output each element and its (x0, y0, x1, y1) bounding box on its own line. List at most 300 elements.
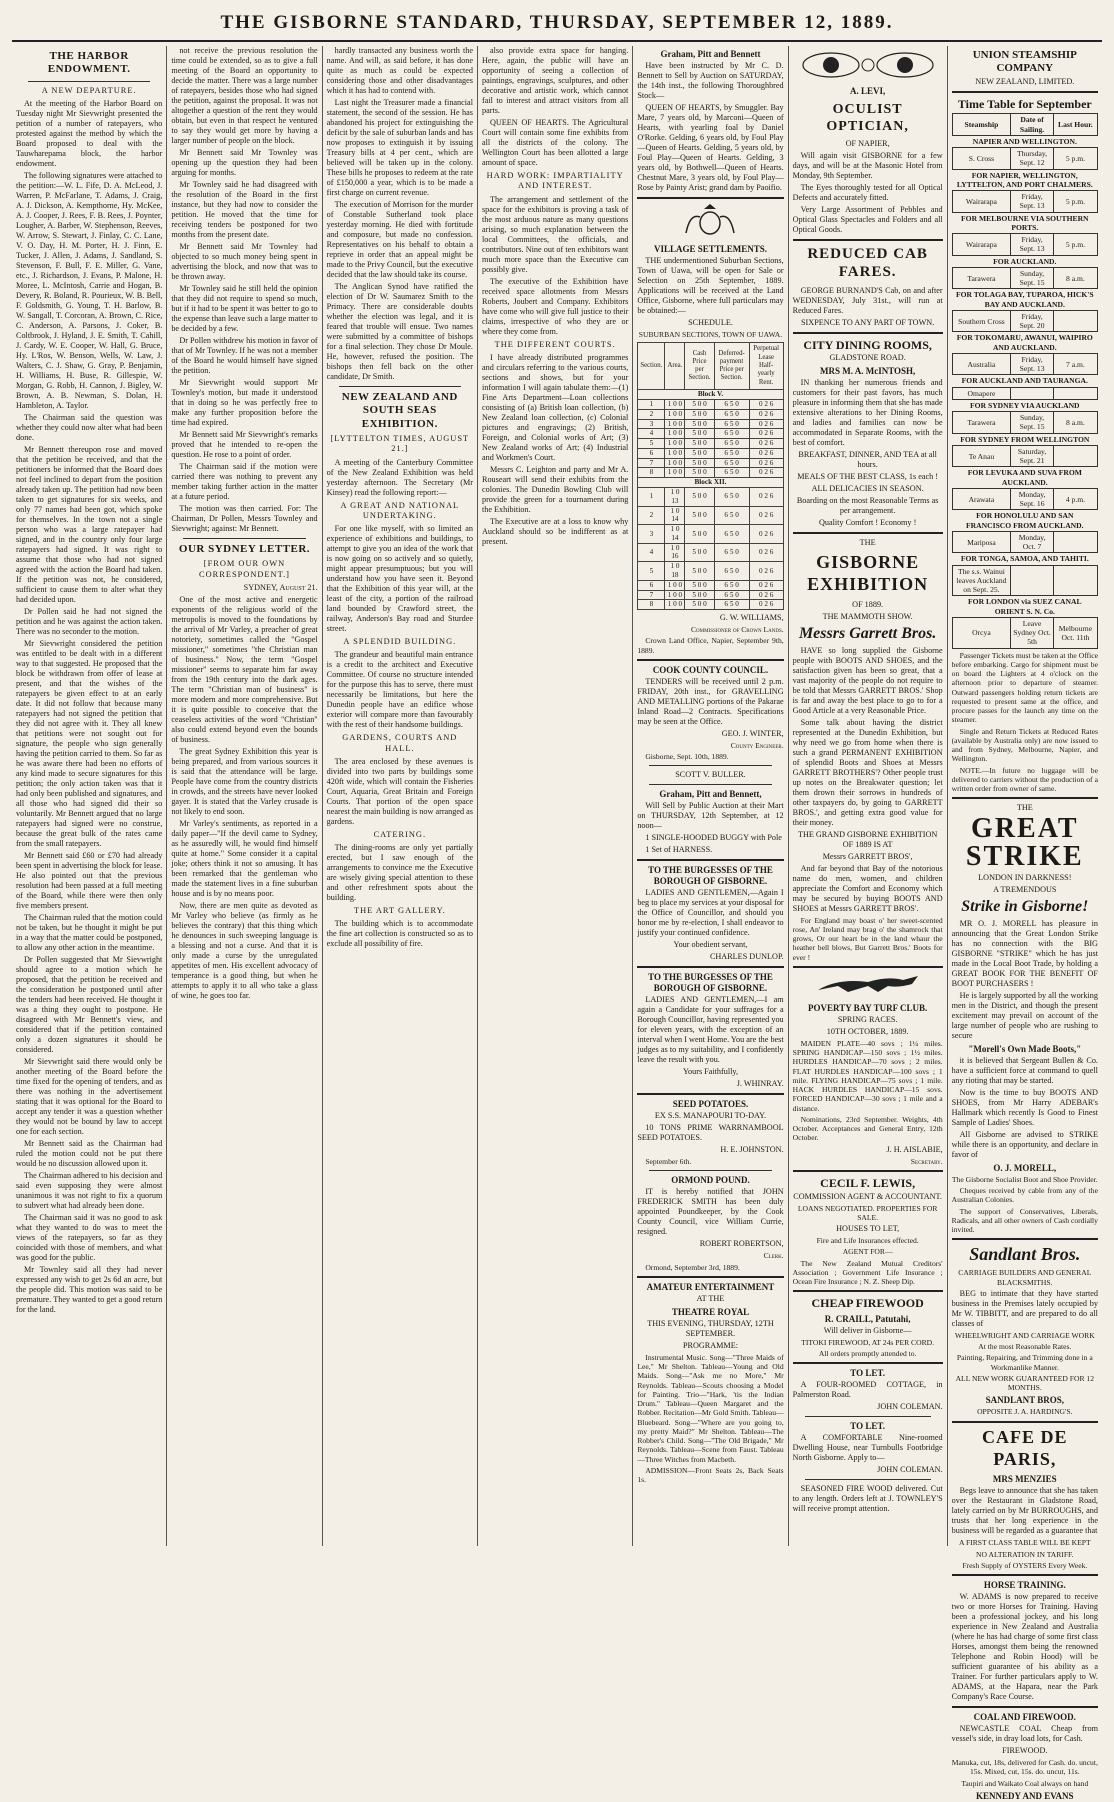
ad-date: Ormond, September 3rd, 1889. (645, 1262, 740, 1272)
route-label: FOR TONGA, SAMOA, AND TAHITI. (952, 553, 1097, 565)
burgesses-title: TO THE BURGESSES OF THE BOROUGH OF GISBORNE. (648, 865, 773, 887)
ad-text: IN thanking her numerous friends and customers for their past favors, has much pleasure in informing them that she has made extensive alterations to her Dining Rooms, and ladies and families can now be accommodated in Separate Rooms, with the best of comfort. (792, 378, 943, 448)
table-cell: Tarawera (952, 267, 1011, 289)
article-paragraph: The dining-rooms are only yet partially erected, but I saw enough of the arrangements to convince me the Executive are wisely giving special attention to these and other refreshment spots about the building. (326, 843, 473, 903)
ad-text: Will deliver in Gisborne— (823, 1325, 912, 1335)
column-6 (789, 46, 948, 1546)
ormond-title: ORMOND POUND. (671, 1175, 750, 1186)
signature: JOHN COLEMAN. (877, 1402, 943, 1412)
column-1 (12, 46, 167, 1546)
ad-poem: For England may boast o' her sweet-scented rose, An' Ireland may brag o' the shamrock that grows, Or our heart be in the land whaur the heather bell blows, But Garrett Bros.' Boots for ever ! (792, 915, 943, 962)
article-paragraph: Now, there are men quite as devoted as Mr Varley who believe (as firmly as he believes the contrary) that this thing which he denounces in such sweeping language is a blessing and not a curse. And that it is only made a curse by the unregulated appetites of men. His excellent advocacy of temperance is a good thing, but when he attempts to apply it to all who take a glass of wine, he goes too far. (171, 900, 318, 1000)
table-cell: 0 2 6 (749, 458, 783, 468)
table-cell (1053, 531, 1097, 553)
table-header: Section. (638, 343, 665, 390)
table-row (638, 419, 783, 429)
cafe-owner: MRS MENZIES (992, 1474, 1057, 1485)
table-cell: Te Anau (952, 445, 1011, 467)
ad-text: All Gisborne are advised to STRIKE while there is an opportunity, and declare in favor of (951, 1129, 1098, 1159)
ad-text: AGENT FOR— (842, 1247, 893, 1257)
table-cell: 0 2 6 (749, 429, 783, 439)
theatre-name: THEATRE ROYAL (671, 1306, 750, 1317)
table-cell: 5 0 0 (685, 409, 714, 419)
exhibition-article-subtitle: [LYTTELTON TIMES, AUGUST 21.] (330, 434, 470, 454)
exhibition-title: GISBORNE EXHIBITION (807, 552, 929, 595)
article-paragraph: Mr Bennett said £60 or £70 had already been spent in advertising the block for lease. He also pointed out that the previous resolution had been passed at a full meeting of the Board, while there were then only five members present. (16, 851, 163, 911)
article-paragraph: Mr Bennett said Mr Townley was opening up the question they had been arguing for months. (171, 148, 318, 177)
ad-text: OPPOSITE J. A. HARDING'S. (977, 1407, 1073, 1417)
tolet-title: TO LET. (850, 1421, 885, 1432)
ad-text: BREAKFAST, DINNER, AND TEA at all hours. (798, 450, 937, 470)
table-cell: 7 (638, 458, 665, 468)
section-heading: THE ART GALLERY. (353, 906, 446, 916)
ad-text: OF 1889. (852, 600, 884, 610)
table-cell: 3 (638, 419, 665, 429)
table-cell: 5 p.m. (1053, 234, 1097, 256)
route-label: FOR LONDON via SUEZ CANAL ORIENT S. N. Co. (952, 596, 1097, 618)
table-row (638, 399, 783, 409)
programme-heading: PROGRAMME: (682, 1340, 738, 1350)
route-label: FOR LEVUKA AND SUVA FROM AUCKLAND. (952, 467, 1097, 489)
levi-name: A. LEVI, (850, 86, 886, 96)
ad-text: MEALS OF THE BEST CLASS, 1s each ! (797, 472, 938, 482)
table-header: Cash Price per Section. (685, 343, 714, 390)
table-cell (1011, 387, 1054, 399)
table-cell: 5 0 0 (685, 458, 714, 468)
turf-title: POVERTY BAY TURF CLUB. (808, 1002, 928, 1013)
table-cell: 5 0 0 (685, 448, 714, 458)
table-cell: 7 (638, 590, 665, 600)
ad-date: Crown Land Office, Napier, September 9th, 1889. (637, 636, 784, 655)
article-paragraph: Mr Townley said all they had never expressed any wish to get 2s 6d an acre, but the people did. This motion was said to be premature. They wanted to get a good return for the land. (16, 1265, 163, 1315)
ad-date: September 6th. (645, 1157, 692, 1167)
table-cell: Sunday, Sept. 15 (1011, 267, 1054, 289)
table-cell: 5 0 0 (685, 399, 714, 409)
table-cell: 0 2 6 (749, 409, 783, 419)
admission-text: ADMISSION—Front Seats 2s, Back Seats 1s. (637, 1465, 784, 1485)
article-paragraph: Dr Pollen suggested that Mr Sievwright should agree to a motion which he proposed, that the petition be received and the consideration be postponed until after the tenders had been received. He thought it was a thing they ought to postpone. He disagreed with Mr Bennett's view, and considered that if the petition contained only a dozen signatures it should be considered. (16, 955, 163, 1055)
table-cell: Southern Cross (952, 310, 1011, 332)
ad-text: The Eyes thoroughly tested for all Optical Defects and accurately fitted. (792, 183, 943, 203)
signature: GEO. J. WINTER, (721, 728, 784, 738)
ad-text: SIXPENCE TO ANY PART OF TOWN. (801, 317, 935, 327)
section-heading: A SPLENDID BUILDING. (343, 637, 457, 647)
ad-text: LOANS NEGOTIATED. PROPERTIES FOR SALE. (797, 1203, 938, 1222)
table-cell (1053, 565, 1097, 596)
article-paragraph: The building which is to accommodate the fine art collection is constructed so as to exclude all possibility of fire. (326, 919, 473, 949)
route-row (952, 289, 1097, 311)
table-cell: Saturday, Sept. 21 (1011, 445, 1054, 467)
article-paragraph: Mr Bennett thereupon rose and moved that the petition be received, and that the petitioners be informed that the Board does not feel inclined to depart from the position already taken up. The petition had now been taken to get signatures for six weeks, and only 77 names had been got, which spoke for themselves. In the town not a single person who was a large ratepayer had signed, and in the country only four large ratepayers had signed. It was right to assume that those who had not signed agreed with the action the Board had taken. If the petition was not, he considered, sufficient to cause them to alter what they had decided upon. (16, 445, 163, 605)
table-cell: 6 5 0 (714, 506, 749, 525)
table-cell: Monday, Sept. 16 (1011, 488, 1054, 510)
ad-text: THE GRAND GISBORNE EXHIBITION OF 1889 IS AT (797, 829, 938, 849)
table-row (638, 600, 783, 610)
table-cell: 1 0 0 (665, 458, 685, 468)
ad-text: SPRING RACES. (837, 1014, 898, 1024)
table-cell: 0 2 6 (749, 448, 783, 458)
ad-text: TITOKI FIREWOOD, AT 24s PER CORD. (801, 1337, 935, 1347)
table-cell: 5 0 0 (685, 439, 714, 449)
sydney-letter-title: OUR SYDNEY LETTER. (178, 543, 311, 555)
article-paragraph: Dr Pollen withdrew his motion in favor of that of Mr Townley. If he was not a member of the Board he would himself have signed the petition. (171, 336, 318, 375)
block-label: Block V. (638, 390, 783, 400)
table-cell: Friday, Sept. 20 (1011, 310, 1054, 332)
table-row (952, 617, 1097, 648)
timetable-title: Time Table for September (957, 96, 1092, 111)
ad-item: 1 SINGLE-HOODED BUGGY with Pole (645, 833, 782, 843)
article-paragraph: The following signatures were attached to the petition:—W. L. Fife, D. A. McLeod, J. Warren, P. McFarlane, T. Adams, J. Craig, A. J. Dickson, A. Kempthorne, Hy. McKee, A. J. Cooper, J. Rees, F. B. Rees, J. Poynter, Lougher, A. Barber, W. Stephenson, Reeves, W. Arrow, S. Stewart, J. Finlay, C. C. Lane, V. O. Day, H. M. Porter, H. J. Finn, E. Tucker, J. Allen, J. Adams, J. Sandland, S. Stevenson, F. Bull, F. E. Miller, G. Vane, etc., J. Richardson, J. Evans, P. Malone, H. Moree, L. McIntosh, Carrie and Hogan, B. Devery, R. Boland, R. Pourieux, W. B. Bell, F. Goldsmith, G. Young, T. H. Barlow, B. W. Sangall, T. Corcoran, A. Brown, C. Rice, C. Anderson, A. Parsons, J. Coker, B. Coltbrook, J. Hyland, J. E. Smith, T. Cahill, J. Cardy, W. E. Cooper, W. Hall, G. Bruce, Hy. L'Ros, W. Benson, Wells, W. Law, J. Walters, C. J. Shaw, G. Gray, P. Benjamin, H. Williams, H. Buse, R. Gillespie, W. Morgan, G. Robb, H. Cannon, J. Bigley, W. Brown, A. B. Newman, S. Dolan, H. Hambleton, A. Taylor. (16, 171, 163, 411)
route-label: FOR SYDNEY FROM WELLINGTON (952, 433, 1097, 445)
table-cell (1053, 387, 1097, 399)
schedule-heading: SCHEDULE. (688, 317, 733, 327)
table-header: Date of Sailing. (1011, 114, 1054, 136)
table-cell: 5 0 0 (685, 580, 714, 590)
sydney-letter-subtitle: [FROM OUR OWN CORRESPONDENT.] (199, 559, 290, 579)
table-cell: Thursday, Sept. 12 (1011, 148, 1054, 170)
column-5 (633, 46, 788, 1546)
table-row (952, 310, 1097, 332)
morell-slogan: "Morell's Own Made Boots," (968, 1043, 1082, 1054)
article-paragraph: The arrangement and settlement of the space for the exhibitors is proving a task of the most arduous nature as many questions arising, so much explanation between the local Committees, the officials, and contributors. Nine out of ten exhibitors want much more space than the Executive can possibly give. (481, 194, 629, 274)
table-cell: 6 5 0 (714, 399, 749, 409)
table-cell: 0 2 6 (749, 580, 783, 590)
route-row (952, 375, 1097, 387)
signature-role: Secretary. (910, 1156, 943, 1166)
article-paragraph: also provide extra space for hanging. Here, again, the public will have an opportunity of seeing a collection of paintings, engravings, sculptures, and other decorative and artistic work, which cannot fail to interest and attract visitors from all parts. (481, 46, 629, 115)
spectacles-icon (793, 50, 943, 83)
sydney-letter-date: SYDNEY, August 21. (243, 582, 318, 592)
table-cell: 0 2 6 (749, 562, 783, 581)
table-row (638, 409, 783, 419)
article-paragraph: The great Sydney Exhibition this year is being prepared, and from various sources it is said that the attendance will be large. People have come from the country districts in crowds, and the streets have never looked gayer. It is stated that the Varley crusade is not likely to end soon. (171, 746, 318, 816)
article-paragraph: Mr Varley's sentiments, as reported in a daily paper—"If the devil came to Sydney, as he assuredly will, he would find himself quite at home." Some consider it a capital joke; others think it not so amusing. It has been remarked that the gentleman who made the statement lives in a fine suburban house and is by no means poor. (171, 818, 318, 898)
section-heading: A GREAT AND NATIONAL UNDERTAKING. (340, 500, 460, 520)
council-title: COOK COUNTY COUNCIL. (652, 664, 769, 675)
article-paragraph: The execution of Morrison for the murder of Constable Sutherland took place yesterday morning. He died with fortitude and composure, but made no confession. Representatives on his behalf to obtain a reprieve in order that an appeal might be made to the Privy Council, but the executive decided that the law should take its course. (326, 200, 473, 279)
table-cell: 6 5 0 (714, 562, 749, 581)
table-row (952, 267, 1097, 289)
table-cell (1053, 310, 1097, 332)
ad-text: Painting, Repairing, and Trimming done in a Workmanlike Manner. (956, 1353, 1093, 1372)
route-row (952, 467, 1097, 489)
table-row (638, 458, 783, 468)
levi-title: OCULIST OPTICIAN, (826, 101, 909, 135)
table-cell: 3 (638, 525, 665, 544)
ad-text: 10 TONS PRIME WARRNAMBOOL SEED POTATOES. (637, 1123, 784, 1143)
article-paragraph: I have already distributed programmes and circulars referring to the various courts, sections and shows, but for your information I will again tabulate them:—(1) Fine Arts Department—Loan collections consisting of (a) British loan collection, (b) New Zealand loan collection, (c) Colonial pictures and engravings; (2) British, Foreign, and Colonial works of Art; (3) New Zealand works of Art; (4) Industrial and Workmen's Court. (481, 352, 629, 462)
table-cell: 0 2 6 (749, 468, 783, 478)
block-label: Block XII. (638, 478, 783, 488)
table-row (638, 468, 783, 478)
schedule-subheading: SUBURBAN SECTIONS, TOWN OF UAWA. (638, 329, 783, 339)
ad-text: THE (859, 538, 876, 548)
route-row (952, 255, 1097, 267)
table-cell: Omapere (952, 387, 1011, 399)
ad-text: IT is hereby notified that JOHN FREDERICK SMITH has been duly appointed Poundkeeper, by the Cook County Council, vice William Currie, resigned. (637, 1187, 784, 1237)
table-row (952, 387, 1097, 399)
ad-date: Gisborne, Sept. 10th, 1889. (645, 752, 729, 762)
table-cell: 5 0 0 (685, 468, 714, 478)
ad-text: THE MAMMOTH SHOW. (822, 612, 913, 622)
table-cell: 6 5 0 (714, 429, 749, 439)
ad-text: NO ALTERATION IN TARIFF. (976, 1549, 1074, 1559)
table-cell: 6 5 0 (714, 458, 749, 468)
signature-role: County Engineer. (730, 740, 784, 750)
article-paragraph: Dr Pollen said he had not signed the petition and he was against the action taken. There was no seconder to the motion. (16, 607, 163, 637)
harbor-subtitle: A NEW DEPARTURE. (41, 85, 137, 95)
table-cell: 5 0 0 (685, 600, 714, 610)
article-paragraph: The Chairman adhered to his decision and said even supposing they were almost unanimous it was not right to fix a quorum to subvert what had already been done. (16, 1171, 163, 1211)
ad-item: 1 Set of HARNESS. (645, 845, 713, 855)
table-cell: 1 0 0 (665, 448, 685, 458)
ad-text: Single and Return Tickets at Reduced Rates (available by Australia only) are now issued to and from Sydney, Melbourne, Napier, and Wellington. (951, 726, 1098, 764)
ad-text: QUEEN OF HEARTS, by Smuggler. Bay Mare, 7 years old, by Marconi—Queen of Hearts, with yearling foal by Daniel O'Rorke. Gelding, 6 years old, by Foul Play—Queen of Hearts. Gelding, 5 years old, by Foul Play—Queen of Hearts. Gelding, 3 years old, by Bothwell—Queen of Hearts. Chestnut Mare, 3 years old, by Foul Play—Rose by Painty Arist; grand dam by Paoifio. (637, 102, 784, 192)
auction-ad-stock (637, 49, 783, 193)
masthead: THE GISBORNE STANDARD, THURSDAY, SEPTEMBER 12, 1889. (12, 12, 1102, 42)
table-cell: 0 2 6 (749, 399, 783, 409)
section-heading: GARDENS, COURTS AND HALL. (342, 733, 458, 753)
ad-text: The New Zealand Mutual Creditors' Association ; Government Life Insurance ; Ocean Fire Insurance ; N. Z. Sheep Dip. (792, 1258, 943, 1287)
ad-text: Will Sell by Public Auction at their Mart on THURSDAY, 12th September, at 12 noon— (637, 801, 784, 831)
table-row (952, 353, 1097, 375)
article-paragraph: A meeting of the Canterbury Committee of the New Zealand Exhibition was held yesterday afternoon. The Secretary (Mr Kinsey) read the following report:— (326, 457, 473, 497)
signature: G. W. WILLIAMS, (719, 613, 784, 623)
ad-text: Very Large Assortment of Pebbles and Optical Glass Spectacles and Folders and all Optical Goods. (792, 205, 943, 235)
article-paragraph: For one like myself, with so limited an experience of exhibitions and buildings, to attempt to give you an idea of the work that is now going on so actively and so quietly, might appear presumptuous; but you will understand how you have seen it. Beyond that the Exhibition of this year will, at the least of the city, a portion of the railroad land bounded by Crawford street, the railway, Anderson's Bay road and Sturdee street. (326, 524, 473, 634)
village-title: VILLAGE SETTLEMENTS. (653, 243, 767, 254)
column-2 (167, 46, 322, 1546)
table-row (638, 506, 783, 525)
ad-text: LONDON IN DARKNESS! (978, 873, 1072, 883)
table-cell: 1 (638, 399, 665, 409)
ad-text: A TREMENDOUS (993, 885, 1057, 895)
newspaper-page (12, 12, 1102, 1801)
table-cell: Tarawera (952, 412, 1011, 434)
firewood-name: R. CRAILL, Patutahi, (824, 1313, 911, 1324)
route-row (952, 510, 1097, 532)
article-paragraph: not receive the previous resolution the time could be extended, so as to give a full meeting of the Board an opportunity to decide the matter. There was a large number of ratepayers, besides those who had signed the petition, against the proposal. It was not altogether a question of the rent they would obtain, but even in that respect he ventured to say they would get more by having a larger number of people on the block. (171, 46, 318, 145)
dining-owner: MRS M. A. McINTOSH, (819, 366, 916, 377)
signature: J. H. AISLABIE, (886, 1144, 943, 1154)
ad-text: it is believed that Sergeant Bullen & Co. have a sufficient force at command to quell any rioting that may be started. (951, 1055, 1098, 1085)
article-paragraph: The Anglican Synod have ratified the election of Dr W. Saumarez Smith to the Primacy. There are considerable doubts whether the election was legal, and it is feared that trouble will ensue. Two names were submitted by a committee of bishops for a final selection. They chose Dr Moule. He, however, refused the position. The bishops then fell back on the other candidate, Dr Smith. (326, 282, 473, 381)
table-row (638, 478, 783, 488)
exhibition-article-title: NEW ZEALAND AND SOUTH SEAS EXHIBITION. (341, 391, 458, 430)
ad-date: 10TH OCTOBER, 1889. (826, 1026, 909, 1036)
article-paragraph: The Executive are at a loss to know why Auckland should so be indifferent as at present. (481, 516, 629, 546)
table-row (638, 448, 783, 458)
route-row (952, 332, 1097, 354)
sections-table (637, 342, 783, 610)
table-cell: 5 0 0 (685, 429, 714, 439)
table-cell: 1 (638, 488, 665, 507)
ad-text: GEORGE BURNAND'S Cab, on and after WEDNESDAY, July 31st., will run at Reduced Fares. (792, 285, 943, 315)
route-row (952, 433, 1097, 445)
table-cell: 5 (638, 562, 665, 581)
table-cell: 1 0 18 (665, 562, 685, 581)
ad-text: LADIES AND GENTLEMEN,—I am again a Candidate for your suffrages for a Borough Councillor, having represented you for eleven years, with the exception of an interval when I went Home. You are the best judges as to my suitability, and I confidently leave the result with you. (637, 995, 784, 1065)
auctioneer-name: Graham, Pitt and Bennett (660, 49, 761, 59)
signature: H. E. JOHNSTON. (720, 1145, 784, 1155)
column-4 (478, 46, 633, 1546)
table-cell: Friday, Sept. 13 (1011, 191, 1054, 213)
table-cell: 1 0 14 (665, 506, 685, 525)
table-cell: 6 5 0 (714, 543, 749, 562)
dining-title: CITY DINING ROOMS, (803, 337, 932, 352)
signature: CHARLES DUNLOP. (709, 952, 784, 962)
article-paragraph: hardly transacted any business worth the name. And will, as said before, it has done quite as much as could be expected considering those and other disadvantages which it has had to contend with. (326, 46, 473, 95)
route-row (952, 169, 1097, 191)
table-row (952, 148, 1097, 170)
table-header: Perpetual Lease Half-yearly Rent. (749, 343, 783, 390)
route-row (952, 553, 1097, 565)
table-cell: 1 0 13 (665, 488, 685, 507)
table-cell: 0 2 6 (749, 488, 783, 507)
table-cell: 6 5 0 (714, 590, 749, 600)
table-cell: 4 (638, 543, 665, 562)
signature-role: Clerk. (763, 1251, 784, 1261)
auctioneer-name: Graham, Pitt and Bennett, (659, 789, 762, 800)
article-paragraph: Mr Bennett said Mr Townley had objected to so much money being spent in advertising the block, and now that was to be thrown away. (171, 242, 318, 281)
article-paragraph: One of the most active and energetic exponents of the religious world of the metropolis is moved to the foundations by the arrival of Mr Varley, a preacher of great notoriety, sometimes called the "Gospel missioner," sometimes "the Christian man of business." Now, the term "Gospel missioner" seems to separate him far away from the 19th century into the dark ages. The term "Christian man of business" is more modern and more comprehensive. But it is quite possible to conceive that the ceaseless activities of the word "Christian" also could extend beyond even the bounds of business. (171, 594, 318, 744)
burgesses-title: TO THE BURGESSES OF THE BOROUGH OF GISBORNE. (648, 972, 773, 994)
signature: ROBERT ROBERTSON, (699, 1239, 784, 1249)
table-cell: 1 0 0 (665, 600, 685, 610)
table-cell: 6 5 0 (714, 448, 749, 458)
table-cell (1053, 445, 1097, 467)
table-cell: 0 2 6 (749, 600, 783, 610)
route-label: FOR AUCKLAND. (952, 255, 1097, 267)
table-cell: 1 0 0 (665, 409, 685, 419)
table-cell: 5 0 0 (685, 562, 714, 581)
article-paragraph: Messrs C. Leighton and party and Mr A. Rouseart will send their exhibits from the colonies. The Dunedin Bowling Club will provide the green for a tournament during the Exhibition. (481, 464, 629, 514)
ad-text: W. ADAMS is now prepared to receive two or more Horses for Training. Having been a professional jockey, and his long experience in New Zealand and Australia (where he has had charge of some first class Horses, amongst them being the renowned Telephone and Robin Hood) will be sufficient guarantee of his ability as a Trainer. For further particulars apply to W. ADAMS, at the Hapara, near the Park Company's Race Course. (951, 1592, 1098, 1702)
table-cell: 5 0 0 (685, 488, 714, 507)
ad-text: HOUSES TO LET, (836, 1224, 900, 1234)
ad-text: The Gisborne Socialist Boot and Shoe Provider. (951, 1174, 1098, 1184)
route-label: FOR SYDNEY VIA AUCKLAND (952, 399, 1097, 411)
union-title: UNION STEAMSHIP COMPANY (972, 49, 1077, 75)
table-cell: 5 p.m. (1053, 191, 1097, 213)
article-paragraph: The Chairman ruled that the motion could not be taken, but he thought it might be put in a way that the matter could be postponed, to allow any other action in the meantime. (16, 913, 163, 953)
coal-title: COAL AND FIREWOOD. (973, 1712, 1076, 1723)
table-row (638, 525, 783, 544)
lewis-title: CECIL F. LEWIS, (820, 1175, 916, 1190)
cab-title: REDUCED CAB FARES. (807, 246, 928, 281)
article-paragraph: Mr Sievwright considered the petition was entitled to be dealt with in a different way to that suggested. He proposed that the block be withdrawn from offer of lease at present, and that the wishes of the ratepayers be given effect to at an early date. It did not follow that because many ratepayers had not signed the petition that they did not agree with it. They all knew that petitions were not sought out for signature, the people who sign generally having the petition carried to them. So far as he was aware there had been no efforts of any kind made to secure signatures for this petition; the only action taken was that it had only been published and signatures, and all those who had signed did their so voluntarily. Mr Bennett argued that no large ratepayers had signed were no construe, because the great bulk of the rates came from the small ratepayers. (16, 639, 163, 849)
signature-role: Commissioner of Crown Lands. (690, 625, 784, 635)
table-cell (1011, 565, 1054, 596)
signature: J. WHINRAY. (736, 1079, 784, 1089)
ad-text: FIREWOOD. (1002, 1746, 1048, 1756)
ad-text: MAIDEN PLATE—40 sovs ; 1¼ miles. SPRING HANDICAP—150 sovs ; 1½ miles. HURDLES HANDICAP—70 sovs ; 2 miles. FLAT HURDLES HANDICAP—100 sovs ; 1 mile. FLYING HANDICAP—75 sovs ; 1 mile. HACK HURDLES HANDICAP—15 sovs. FORCED HANDICAP—30 sovs ; 1 mile and a distance. (792, 1038, 943, 1113)
route-label: FOR TOKOMARU, AWANUI, WAIPIRO AND AUCKLAND. (952, 332, 1097, 354)
table-cell: 0 2 6 (749, 525, 783, 544)
ad-text: WHEELWRIGHT AND CARRIAGE WORK (954, 1330, 1095, 1340)
table-cell: 0 2 6 (749, 419, 783, 429)
table-cell: 6 5 0 (714, 580, 749, 590)
ad-text: BEG to intimate that they have started business in the Premises lately occupied by Mr W. TIBBITT, and are prepared to do all classes of (951, 1288, 1098, 1328)
article-paragraph: At the meeting of the Harbor Board on Tuesday night Mr Sievwright presented the petition of a number of ratepayers, who protested against the method by which the Board proposed to deal with the Tauwharepama block, the harbor endowment. (16, 99, 163, 169)
table-row (638, 429, 783, 439)
ad-text: THE undermentioned Suburban Sections, Town of Uawa, will be open for Sale or Selection on 25th September, 1889. Applications will be received at the Land Office, Gisborne, where full particulars may be obtained:— (637, 255, 784, 315)
ad-text: TENDERS will be received until 2 p.m. FRIDAY, 20th inst., for GRAVELLING AND METALLING portions of the Pakarae Inland Road—2 Contracts. Specifications may be seen at the Office. (637, 676, 784, 726)
table-cell: The s.s. Wainui leaves Auckland on Sept. 25. (952, 565, 1011, 596)
table-row (638, 439, 783, 449)
article-paragraph: Mr Bennett said as the Chairman had ruled the motion could not be put there would be no discussion allowed upon it. (16, 1139, 163, 1169)
table-cell: 5 0 0 (685, 419, 714, 429)
table-cell: 6 5 0 (714, 525, 749, 544)
ad-text: Yours Faithfully, (682, 1067, 738, 1077)
table-cell: Wairarapa (952, 191, 1011, 213)
article-paragraph: The Chairman said the question was whether they could now alter what had been done. (16, 413, 163, 443)
table-cell: 0 2 6 (749, 543, 783, 562)
ad-text: Begs leave to announce that she has taken over the Restaurant in Gladstone Road, lately carried on by Mr BURROUGHS, and trusts that her long experience in the business will be regarded as a guarantee that (951, 1486, 1098, 1536)
section-heading: THE DIFFERENT COURTS. (494, 339, 616, 349)
table-cell: Wairarapa (952, 234, 1011, 256)
table-row (952, 412, 1097, 434)
ad-text: Your obedient servant, (673, 940, 748, 950)
article-paragraph: QUEEN OF HEARTS. The Agricultural Court will contain some fine exhibits from all the districts of the colony. The Wellington Court has been allotted a large amount of space. (481, 118, 629, 167)
table-cell: 6 (638, 580, 665, 590)
route-row (952, 596, 1097, 618)
ad-date: THIS EVENING, THURSDAY, 12TH SEPTEMBER. (647, 1318, 774, 1338)
strike-title: GREAT STRIKE (965, 813, 1084, 873)
table-row (952, 191, 1097, 213)
article-paragraph: Mr Sievwright would support Mr Townley's motion, but made it understood that in doing so he was perfectly free to make any further proposition before the time had expired. (171, 378, 318, 427)
table-row (638, 390, 783, 400)
sandlant-title: Sandlant Bros. (969, 1244, 1081, 1265)
table-cell: 4 (638, 429, 665, 439)
table-row (638, 580, 783, 590)
potatoes-title: SEED POTATOES. (672, 1099, 749, 1110)
section-heading: HARD WORK: IMPARTIALITY AND INTEREST. (486, 171, 624, 191)
cafe-title: CAFE DE PARIS, (982, 1426, 1068, 1469)
timetable-table (952, 113, 1098, 648)
ad-text: He is largely supported by all the working men in the District, and though the present excitement may prevail on account of the large number of people who are rushing to secure (951, 990, 1098, 1040)
ad-text: Now is the time to buy BOOTS AND SHOES, from Mr Harry ADEBAR's Hallmark which recently Is Good to Finest Sample of Ladies' Shoes. (951, 1087, 1098, 1127)
ad-text: A FIRST CLASS TABLE WILL BE KEPT (959, 1538, 1091, 1548)
sandlant-sig: SANDLANT BROS, (985, 1395, 1064, 1406)
table-cell: 1 0 14 (665, 525, 685, 544)
route-row (952, 135, 1097, 147)
ad-text: ALL NEW WORK GUARANTEED FOR 12 MONTHS. (955, 1373, 1095, 1393)
ad-text: LADIES AND GENTLEMEN,—Again I beg to place my services at your disposal for the Office of Councillor, and should you honor me by re-election, I shall endeavor to justify your continued confidence. (637, 888, 784, 938)
ad-text: Have been instructed by Mr C. D. Bennett to Sell by Auction on SATURDAY, the 14th inst., the following Thoroughbred Stock— (637, 60, 784, 100)
ad-text: A COMFORTABLE Nine-roomed Dwelling House, near Turnbulls Footbridge North Gisborne. Apply to— (792, 1433, 943, 1463)
ad-text: GLADSTONE ROAD. (829, 353, 906, 363)
ad-text: SEASONED FIRE WOOD delivered. Cut to any length. Orders left at J. TOWNLEY'S will receive prompt attention. (792, 1484, 943, 1514)
tolet-title: TO LET. (850, 1368, 885, 1379)
ad-text: Quality Comfort ! Economy ! (818, 518, 917, 528)
table-row (638, 562, 783, 581)
garrett-title: Messrs Garrett Bros. (798, 625, 937, 643)
table-row (952, 488, 1097, 510)
morell-name: O. J. MORELL, (993, 1162, 1057, 1173)
ad-text: Manuka, cut, 18s, delivered for Cash. do. uncut, 15s. Mixed, cut, 15s. do. uncut, 11s. (951, 1758, 1098, 1777)
table-cell: 6 5 0 (714, 600, 749, 610)
ad-text: A FOUR-ROOMED COTTAGE, in Palmerston Road. (792, 1380, 943, 1400)
column-7 (948, 46, 1102, 1801)
article-paragraph: Mr Bennett said Mr Sievwright's remarks proved that he intended to re-open the question. He rose to a point of order. (171, 430, 318, 459)
table-cell: Leave Sydney Oct. 5th (1011, 617, 1054, 648)
ad-text: AT THE (696, 1293, 725, 1303)
case-heading: SCOTT V. BULLER. (675, 770, 746, 780)
ad-text: Boarding on the most Reasonable Terms as per arrangement. (796, 496, 939, 516)
ad-text: Fire and Life Insurances effected. (816, 1236, 919, 1246)
table-cell: 6 5 0 (714, 409, 749, 419)
